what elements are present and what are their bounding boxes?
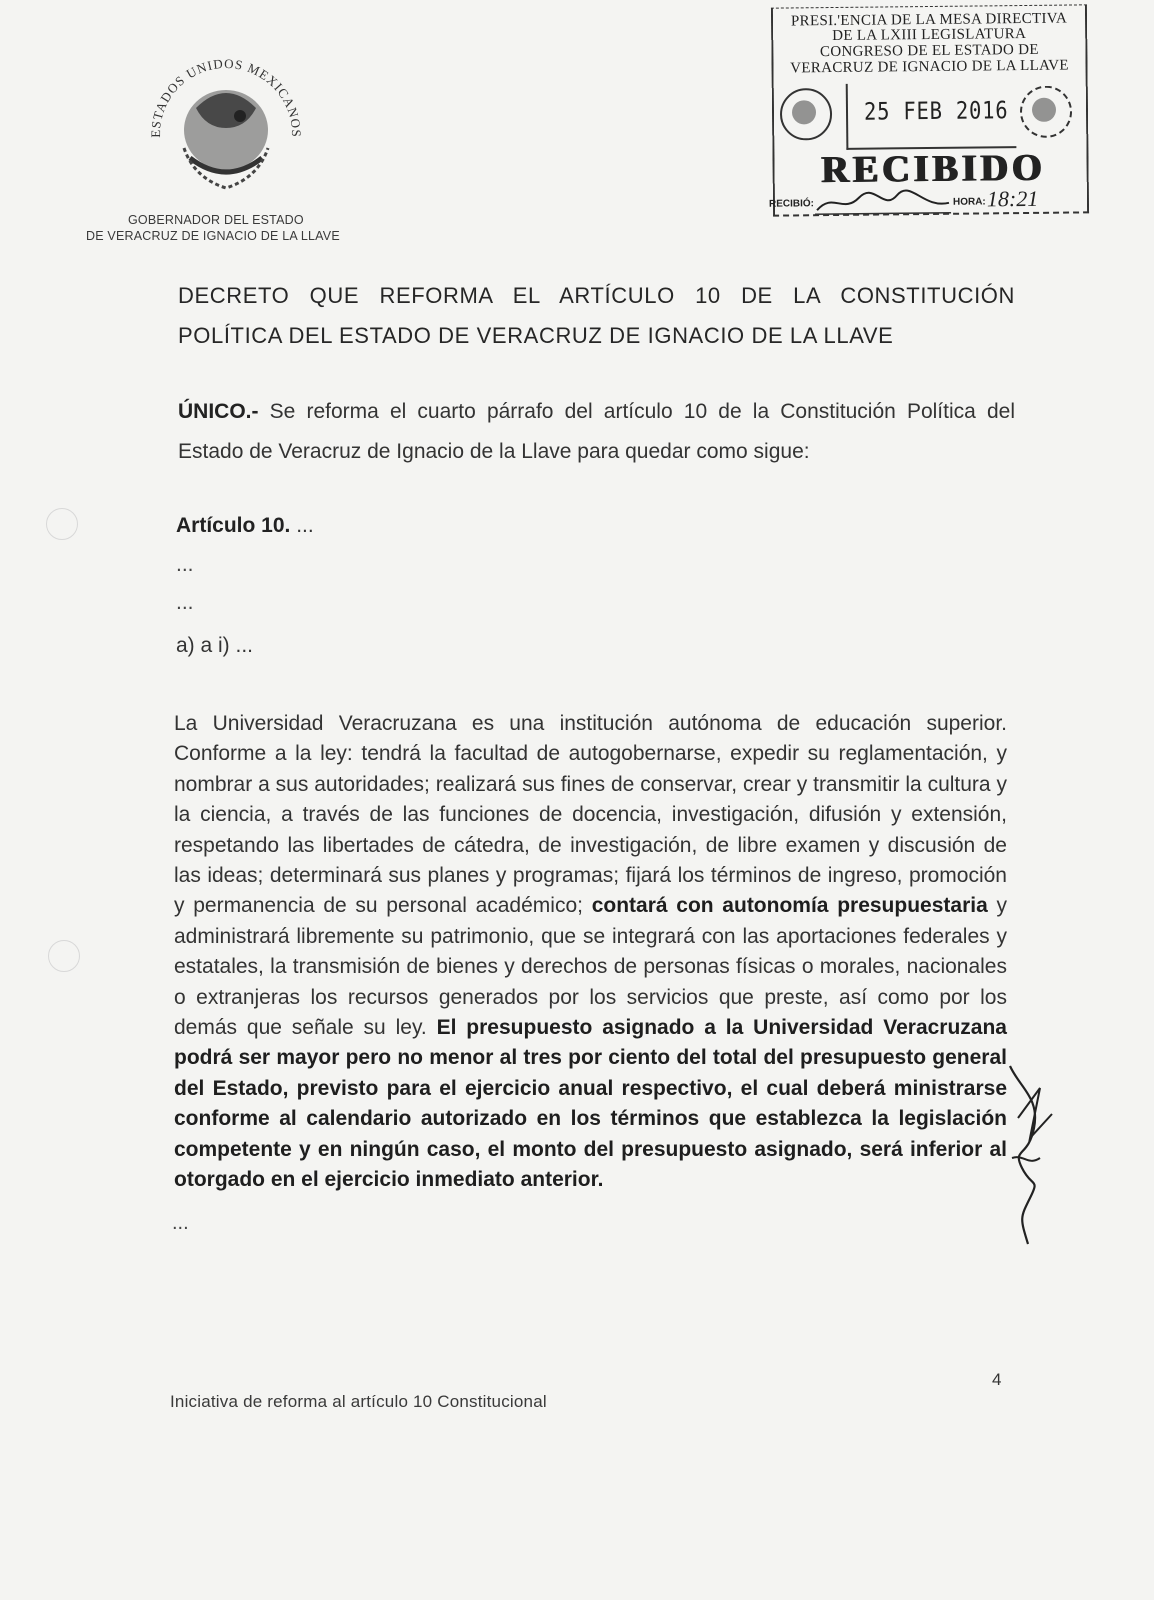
unico-label: ÚNICO.- bbox=[178, 400, 259, 423]
paragraph-bold-budget: El presupuesto asignado a la Universidad Veracruzana podrá ser mayor pero no menor al tres por ciento del total del presupuesto general del Estado, previsto para el ejercicio anual respectivo, el cual deberá ministrarse conforme al calendario autorizado en los términos que establezca la legislación competente y en ningún caso, el monto del presupuesto asignado, será inferior al otorgado en el ejercicio inmediato anterior. bbox=[174, 1016, 1007, 1192]
stamp-line4: VERACRUZ DE IGNACIO DE LA LLAVE bbox=[790, 57, 1069, 77]
page-number: 4 bbox=[992, 1370, 1002, 1389]
article-paragraph bbox=[174, 709, 1007, 1196]
article-label: Artículo 10. bbox=[176, 514, 291, 537]
seal-label: ESTADOS UNIDOS MEXICANOS bbox=[147, 55, 305, 138]
national-seal bbox=[140, 38, 312, 210]
decree-title-line1: DECRETO QUE REFORMA EL ARTÍCULO 10 DE LA CONSTITUCIÓN bbox=[178, 283, 1015, 308]
stamp-date: 25 FEB 2016 bbox=[863, 96, 1009, 126]
unico-text: Se reforma el cuarto párrafo del artículo 10 de la Constitución Política del Estado de Veracruz de Ignacio de la Llave para quedar como sigue: bbox=[178, 400, 1015, 463]
stamp-coat-of-arms-icon bbox=[1020, 86, 1073, 139]
article-heading bbox=[176, 514, 314, 538]
stamp-signature-icon bbox=[813, 187, 953, 216]
subsections-a-i: a) a i) ... bbox=[176, 634, 254, 657]
stamp-hora-label: HORA: bbox=[952, 196, 986, 208]
punch-hole-mark bbox=[46, 508, 78, 540]
stamp-coat-of-arms-icon bbox=[780, 88, 833, 141]
stamp-line3: CONGRESO DE EL ESTADO DE bbox=[819, 41, 1039, 61]
margin-signature-icon bbox=[1000, 1058, 1070, 1248]
ellipsis-line: ... bbox=[176, 591, 194, 614]
governor-title-line1: GOBERNADOR DEL ESTADO bbox=[128, 213, 304, 227]
decree-title-line2: POLÍTICA DEL ESTADO DE VERACRUZ DE IGNACIO DE LA LLAVE bbox=[178, 323, 894, 348]
footer-text: Iniciativa de reforma al artículo 10 Constitucional bbox=[170, 1392, 547, 1411]
article-ellipsis: ... bbox=[290, 514, 314, 537]
paragraph-bold-autonomy: contará con autonomía presupuestaria bbox=[591, 894, 988, 918]
paragraph-text: y administrará libremente su patrimonio, que se integrará con las aportaciones federales y estatales, la transmisión de bienes y derechos de personas físicas o morales, nacionales o extranjeras los recursos generados por los servicios que preste, así como por los demás que señale su ley. bbox=[174, 894, 1007, 1040]
stamp-recibio-label: RECIBIÓ: bbox=[768, 198, 815, 210]
stamp-hora-value: 18:21 bbox=[986, 185, 1039, 212]
governor-title-line2: DE VERACRUZ DE IGNACIO DE LA LLAVE bbox=[86, 229, 340, 243]
stamp-line2: DE LA LXIII LEGISLATURA bbox=[832, 25, 1027, 45]
ellipsis-line: ... bbox=[172, 1212, 189, 1234]
received-stamp bbox=[768, 4, 1089, 216]
decree-title bbox=[178, 276, 1015, 356]
punch-hole-mark bbox=[48, 940, 80, 972]
stamp-line1: PRESI.'ENCIA DE LA MESA DIRECTIVA bbox=[790, 10, 1068, 30]
stamp-recibido: RECIBIDO bbox=[821, 146, 1046, 192]
unico-paragraph bbox=[178, 392, 1015, 472]
eagle-seal-icon bbox=[140, 38, 312, 210]
ellipsis-line: ... bbox=[176, 553, 194, 576]
paragraph-text: La Universidad Veracruzana es una institución autónoma de educación superior. Conforme a la ley: tendrá la facultad de autogobernarse, expedir su reglamentación, y nombrar a sus autoridades; realizará sus fines de conservar, crear y transmitir la cultura y la ciencia, a través de las funciones de docencia, investigación, difusión y extensión, respetando las libertades de cátedra, de investigación, de libre examen y discusión de las ideas; determinará sus planes y programas; fijará los términos de ingreso, promoción y permanencia de su personal académico; bbox=[174, 712, 1007, 918]
